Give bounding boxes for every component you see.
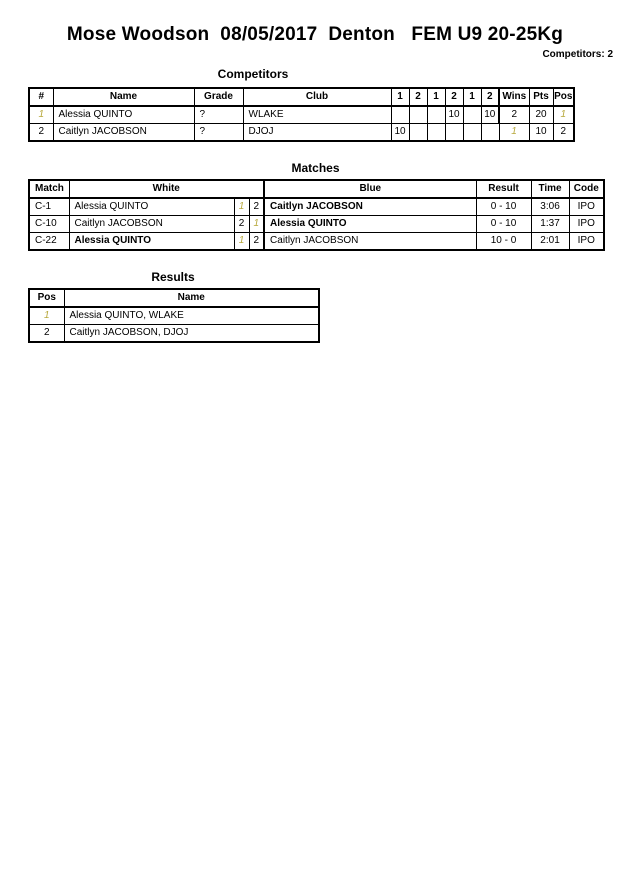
competitor-grade: ? [194, 106, 243, 124]
white-number: 1 [234, 233, 249, 251]
white-number: 1 [234, 198, 249, 216]
blue-player: Caitlyn JACOBSON [264, 198, 476, 216]
match-code: IPO [569, 216, 604, 233]
competitor-grade: ? [194, 124, 243, 142]
score-cell [409, 106, 427, 124]
competitor-name: Alessia QUINTO [53, 106, 194, 124]
score-cell: 10 [445, 106, 463, 124]
score-cell [463, 106, 481, 124]
col-header-result: Result [476, 180, 531, 198]
competitor-pts: 10 [529, 124, 553, 142]
competitor-wins: 2 [499, 106, 529, 124]
white-player: Alessia QUINTO [69, 233, 234, 251]
match-result: 10 - 0 [476, 233, 531, 251]
match-id: C-1 [29, 198, 69, 216]
match-code: IPO [569, 198, 604, 216]
competitors-table [28, 87, 575, 142]
result-pos: 2 [29, 325, 64, 343]
result-name: Caitlyn JACOBSON, DJOJ [64, 325, 319, 343]
result-name: Alessia QUINTO, WLAKE [64, 307, 319, 325]
col-header-score1: 1 [391, 88, 409, 106]
competitor-num: 1 [29, 106, 53, 124]
result-row [29, 307, 319, 325]
col-header-time: Time [531, 180, 569, 198]
blue-player: Alessia QUINTO [264, 216, 476, 233]
match-id: C-22 [29, 233, 69, 251]
col-header-score5: 1 [463, 88, 481, 106]
results-table [28, 288, 320, 343]
col-header-score6: 2 [481, 88, 499, 106]
score-cell: 10 [391, 124, 409, 142]
competitor-club: DJOJ [243, 124, 391, 142]
score-cell [481, 124, 499, 142]
competitor-row [29, 124, 574, 142]
match-id: C-10 [29, 216, 69, 233]
blue-number: 1 [249, 216, 264, 233]
competitor-pos: 1 [553, 106, 574, 124]
competitors-header-row [29, 88, 574, 106]
competitor-row [29, 106, 574, 124]
col-header-pos: Pos [29, 289, 64, 307]
match-code: IPO [569, 233, 604, 251]
page-title: Mose Woodson 08/05/2017 Denton FEM U9 20-25Kg [66, 24, 564, 45]
white-player: Caitlyn JACOBSON [69, 216, 234, 233]
col-header-club: Club [243, 88, 391, 106]
score-cell [445, 124, 463, 142]
matches-header-row [29, 180, 604, 198]
match-result: 0 - 10 [476, 198, 531, 216]
score-cell [427, 106, 445, 124]
competitor-pos: 2 [553, 124, 574, 142]
blue-number: 2 [249, 233, 264, 251]
col-header-num: # [29, 88, 53, 106]
white-player: Alessia QUINTO [69, 198, 234, 216]
col-header-name: Name [64, 289, 319, 307]
col-header-score4: 2 [445, 88, 463, 106]
score-cell [391, 106, 409, 124]
score-cell [463, 124, 481, 142]
col-header-name: Name [53, 88, 194, 106]
blue-player: Caitlyn JACOBSON [264, 233, 476, 251]
col-header-wins: Wins [499, 88, 529, 106]
results-heading: Results [151, 270, 195, 284]
col-header-code: Code [569, 180, 604, 198]
competitor-club: WLAKE [243, 106, 391, 124]
match-time: 1:37 [531, 216, 569, 233]
result-pos: 1 [29, 307, 64, 325]
col-header-match: Match [29, 180, 69, 198]
match-row [29, 216, 604, 233]
col-header-pos: Pos [553, 88, 574, 106]
col-header-grade: Grade [194, 88, 243, 106]
score-cell: 10 [481, 106, 499, 124]
competitors-heading: Competitors [217, 67, 289, 81]
match-row [29, 198, 604, 216]
blue-number: 2 [249, 198, 264, 216]
match-result: 0 - 10 [476, 216, 531, 233]
col-header-score2: 2 [409, 88, 427, 106]
col-header-blue: Blue [264, 180, 476, 198]
col-header-white: White [69, 180, 264, 198]
competitor-pts: 20 [529, 106, 553, 124]
competitor-num: 2 [29, 124, 53, 142]
competitor-name: Caitlyn JACOBSON [53, 124, 194, 142]
matches-table [28, 179, 605, 251]
col-header-pts: Pts [529, 88, 553, 106]
white-number: 2 [234, 216, 249, 233]
results-header-row [29, 289, 319, 307]
col-header-score3: 1 [427, 88, 445, 106]
competitors-count: Competitors: 2 [542, 49, 613, 60]
score-cell [409, 124, 427, 142]
score-cell [427, 124, 445, 142]
result-row [29, 325, 319, 343]
match-time: 3:06 [531, 198, 569, 216]
matches-heading: Matches [291, 161, 340, 175]
match-row [29, 233, 604, 251]
competitor-wins: 1 [499, 124, 529, 142]
match-time: 2:01 [531, 233, 569, 251]
